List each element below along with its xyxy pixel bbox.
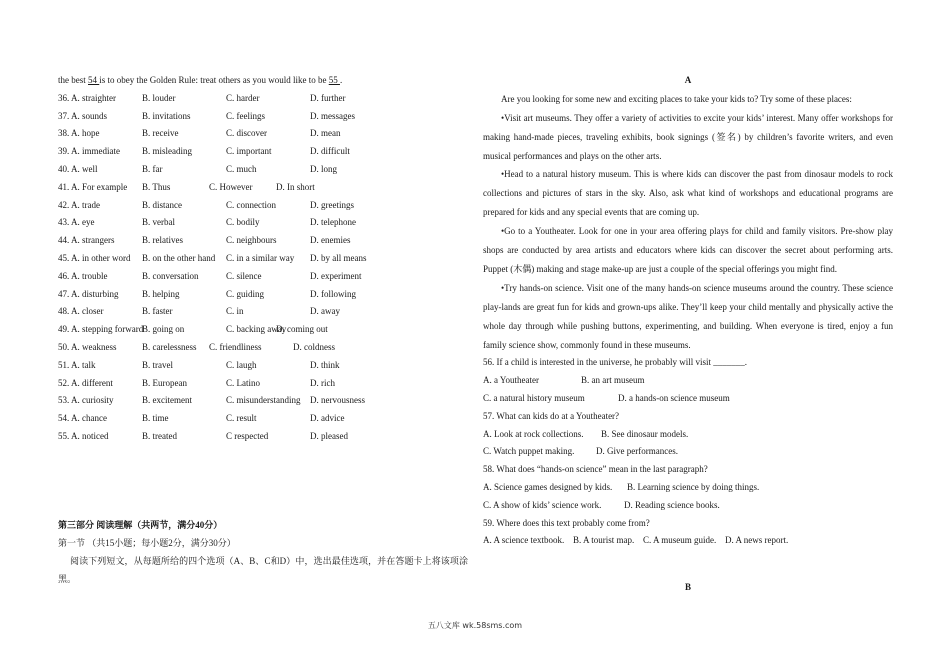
cloze-option-a: 45. A. in other word xyxy=(58,252,131,263)
cloze-option-c: C. Latino xyxy=(226,377,260,388)
cloze-option-a: 43. A. eye xyxy=(58,217,95,228)
cloze-option-row xyxy=(58,357,470,375)
cloze-option-d: D. messages xyxy=(310,110,355,121)
cloze-option-c: C. much xyxy=(226,163,257,174)
cloze-option-a: 42. A. trade xyxy=(58,199,100,210)
cloze-option-c: C. in a similar way xyxy=(226,252,295,263)
cloze-option-c: C. neighbours xyxy=(226,235,277,246)
cloze-option-d: D. long xyxy=(310,163,337,174)
cloze-option-row xyxy=(58,250,470,268)
cloze-option-a: 44. A. strangers xyxy=(58,235,115,246)
cloze-option-a: 41. A. For example xyxy=(58,181,128,192)
option: D. Give performances. xyxy=(596,446,678,457)
option: A. Look at rock collections. xyxy=(483,428,584,439)
cloze-option-c: C. feelings xyxy=(226,110,265,121)
cloze-option-b: B. verbal xyxy=(142,217,175,228)
question-58-options-row1 xyxy=(483,479,893,497)
option: B. See dinosaur models. xyxy=(601,428,689,439)
cloze-option-b: B. carelessness xyxy=(142,341,197,352)
footer-watermark: 五八文库 wk.58sms.com xyxy=(427,621,523,630)
question-57-options-row1 xyxy=(483,426,893,444)
passage-a-bullet: •Go to a Youtheater. Look for one in your area offering plays for child and family visitors. Pre-show play shops are conducted by area artists and educators where kids can discover the secret about performing arts. Puppet (木偶) making and stage make-up are just a couple of the special offerings you might find. xyxy=(483,226,893,274)
cloze-option-d: D. following xyxy=(310,288,356,299)
cloze-option-d: D. advice xyxy=(310,413,345,424)
cloze-option-d: D. telephone xyxy=(310,217,356,228)
option: A. A science textbook. xyxy=(483,535,565,546)
cloze-option-a: 52. A. different xyxy=(58,377,113,388)
question-57: 57. What can kids do at a Youtheater? xyxy=(483,410,620,421)
cloze-option-d: D. greetings xyxy=(310,199,354,210)
cloze-option-a: 39. A. immediate xyxy=(58,146,120,157)
cloze-option-b: B. louder xyxy=(142,92,176,103)
intro-text-middle: is to obey the Golden Rule: treat others as you would like to be xyxy=(99,75,329,85)
cloze-option-b: B. European xyxy=(142,377,187,388)
question-59: 59. Where does this text probably come from? xyxy=(483,517,650,528)
cloze-option-b: B. invitations xyxy=(142,110,191,121)
cloze-option-a: 40. A. well xyxy=(58,163,98,174)
cloze-option-c: C. bodily xyxy=(226,217,260,228)
cloze-option-row xyxy=(58,392,470,410)
cloze-option-b: B. relatives xyxy=(142,235,183,246)
cloze-option-row xyxy=(58,108,470,126)
cloze-option-c: C. silence xyxy=(226,270,262,281)
question-56-options-row2 xyxy=(483,390,893,408)
passage-b-title: B xyxy=(684,582,691,592)
section-heading: 第三部分 阅读理解（共两节，满分40分） xyxy=(58,520,223,530)
intro-line xyxy=(58,72,470,90)
passage-a-bullet: •Try hands-on science. Visit one of the many hands-on science museums around the country. These science play-lands are great fun for kids and grown-ups alike. They’ll keep your child mentally and physically active the whole day through while pushing buttons, experimenting, and building. When everyone is tired, enjoy a fun family science show, commonly found in these museums. xyxy=(483,282,893,350)
cloze-option-b: B. treated xyxy=(142,430,177,441)
option: A. a Youtheater xyxy=(483,375,539,386)
intro-text: the best xyxy=(58,75,88,85)
cloze-option-row xyxy=(58,197,470,215)
cloze-option-row xyxy=(58,375,470,393)
cloze-option-a: 37. A. sounds xyxy=(58,110,108,121)
option: C. A show of kids’ science work. xyxy=(483,499,602,510)
intro-text-end: . xyxy=(339,75,343,85)
option: A. Science games designed by kids. xyxy=(483,482,613,493)
cloze-option-row xyxy=(58,125,470,143)
cloze-option-a: 47. A. disturbing xyxy=(58,288,119,299)
cloze-option-row xyxy=(58,286,470,304)
cloze-option-a: 38. A. hope xyxy=(58,128,100,139)
cloze-option-c: C. connection xyxy=(226,199,276,210)
cloze-option-a: 51. A. talk xyxy=(58,359,96,370)
cloze-option-b: B. conversation xyxy=(142,270,199,281)
cloze-option-d: D. enemies xyxy=(310,235,351,246)
cloze-option-row xyxy=(58,428,470,446)
cloze-option-d: D. think xyxy=(310,359,340,370)
option: C. a natural history museum xyxy=(483,393,585,404)
cloze-option-c: C. guiding xyxy=(226,288,265,299)
section-instructions: 阅读下列短文，从每题所给的四个选项（A、B、C和D）中，选出最佳选项，并在答题卡上将该项涂黑。 xyxy=(58,556,468,584)
cloze-option-c: C. important xyxy=(226,146,272,157)
option: C. A museum guide. xyxy=(643,535,717,546)
cloze-option-c: C. backing away xyxy=(226,324,287,335)
cloze-option-a: 54. A. chance xyxy=(58,413,107,424)
cloze-option-a: 53. A. curiosity xyxy=(58,395,114,406)
cloze-option-c: C. misunderstanding xyxy=(226,395,301,406)
right-column xyxy=(483,72,893,550)
cloze-option-row xyxy=(58,179,470,197)
question-57-options-row2 xyxy=(483,443,893,461)
cloze-option-d: D. difficult xyxy=(310,146,350,157)
cloze-option-c: C. laugh xyxy=(226,359,257,370)
cloze-option-a: 49. A. stepping forward xyxy=(58,324,144,335)
cloze-option-c: C. in xyxy=(226,306,244,317)
cloze-option-row xyxy=(58,339,470,357)
question-56-options-row1 xyxy=(483,372,893,390)
cloze-option-b: B. going on xyxy=(142,324,185,335)
cloze-option-c: C. result xyxy=(226,413,257,424)
cloze-option-row xyxy=(58,321,470,339)
cloze-option-d: D. rich xyxy=(310,377,335,388)
cloze-option-c: C. friendliness xyxy=(209,341,262,352)
question-58-options-row2 xyxy=(483,497,893,515)
cloze-option-b: B. travel xyxy=(142,359,173,370)
cloze-option-d: D. coming out xyxy=(276,324,328,335)
cloze-option-a: 48. A. closer xyxy=(58,306,104,317)
cloze-option-row xyxy=(58,143,470,161)
cloze-option-b: B. far xyxy=(142,163,163,174)
question-59-options xyxy=(483,532,893,550)
cloze-option-c: C. discover xyxy=(226,128,267,139)
cloze-option-b: B. receive xyxy=(142,128,179,139)
cloze-option-d: D. mean xyxy=(310,128,341,139)
cloze-option-d: D. coldness xyxy=(293,341,335,352)
option: B. Learning science by doing things. xyxy=(627,482,760,493)
cloze-option-a: 55. A. noticed xyxy=(58,430,109,441)
cloze-option-a: 36. A. straighter xyxy=(58,92,116,103)
cloze-option-a: 50. A. weakness xyxy=(58,341,117,352)
cloze-option-c: C respected xyxy=(226,430,269,441)
cloze-option-d: D. pleased xyxy=(310,430,348,441)
option: D. a hands-on science museum xyxy=(618,393,730,404)
cloze-option-b: B. distance xyxy=(142,199,182,210)
cloze-option-row xyxy=(58,268,470,286)
cloze-option-b: B. excitement xyxy=(142,395,192,406)
option: C. Watch puppet making. xyxy=(483,446,575,457)
cloze-option-row xyxy=(58,90,470,108)
option: D. Reading science books. xyxy=(624,499,720,510)
cloze-option-c: C. However xyxy=(209,181,253,192)
left-column xyxy=(58,72,470,446)
cloze-option-d: D. away xyxy=(310,306,340,317)
option: D. A news report. xyxy=(725,535,789,546)
blank-55: 55 xyxy=(328,75,340,85)
cloze-option-b: B. misleading xyxy=(142,146,192,157)
cloze-option-row xyxy=(58,161,470,179)
option: B. A tourist map. xyxy=(573,535,635,546)
passage-a-bullet: •Head to a natural history museum. This is where kids can discover the past from dinosaur models to rock collections and pictures of stars in the sky. Also, ask what kind of workshops and educational programs are prepared for kids and any special events that are coming up. xyxy=(483,169,893,218)
blank-54: 54 xyxy=(88,75,100,85)
option: B. an art museum xyxy=(581,375,645,386)
question-56: 56. If a child is interested in the universe, he probably will visit _______. xyxy=(483,357,747,368)
cloze-option-row xyxy=(58,303,470,321)
cloze-option-c: C. harder xyxy=(226,92,260,103)
cloze-option-b: B. helping xyxy=(142,288,180,299)
cloze-option-d: D. nervousness xyxy=(310,395,365,406)
cloze-option-d: D. by all means xyxy=(310,252,367,263)
cloze-option-d: D. In short xyxy=(276,181,315,192)
passage-a-title: A xyxy=(684,75,692,85)
cloze-option-a: 46. A. trouble xyxy=(58,270,108,281)
passage-a-bullet: •Visit art museums. They offer a variety of activities to excite your kids’ interest. Many offer workshops for making hand-made pieces, traveling exhibits, book signings (签名) by children’s favorite writers, and even musical performances and plays on the other arts. xyxy=(483,112,893,161)
cloze-option-b: B. faster xyxy=(142,306,173,317)
section-subheading: 第一节 （共15小题；每小题2分，满分30分） xyxy=(58,538,236,548)
cloze-option-row xyxy=(58,214,470,232)
cloze-option-row xyxy=(58,232,470,250)
cloze-option-b: B. on the other hand xyxy=(142,252,216,263)
cloze-options-list xyxy=(58,90,470,446)
cloze-option-b: B. time xyxy=(142,413,169,424)
question-58: 58. What does “hands-on science” mean in the last paragraph? xyxy=(483,464,708,475)
cloze-option-b: B. Thus xyxy=(142,181,171,192)
cloze-option-d: D. experiment xyxy=(310,270,362,281)
passage-a-intro: Are you looking for some new and exciting places to take your kids to? Try some of these places: xyxy=(501,93,852,104)
cloze-option-row xyxy=(58,410,470,428)
cloze-option-d: D. further xyxy=(310,92,346,103)
